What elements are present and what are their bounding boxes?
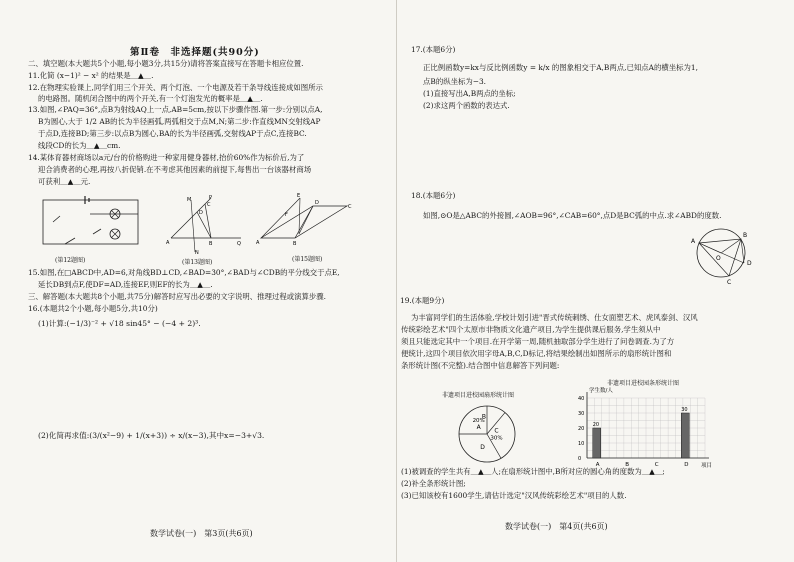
q18-line1: 如图,⊙O是△ABC的外接圆,∠AOB=96°,∠CAB=60°,点D是BC弧的中点.求∠ABD的度数. (423, 211, 722, 220)
q14-line3: 可获利＿▲＿元. (38, 177, 91, 186)
bar-D (681, 413, 689, 458)
q16-title: 16.(本题共2个小题,每小题5分,共10分) (28, 304, 158, 313)
q17-title: 17.(本题6分) (411, 45, 456, 54)
bar-y-tick: 0 (578, 456, 582, 462)
pie-slice-label-D: D (480, 444, 485, 452)
bar-chart (573, 386, 723, 468)
section2-title: 二、填空题(本大题共5个小题,每小题3分,共15分)请将答案直接写在答题卡相应位置. (28, 59, 304, 68)
q12-line2: 的电路图。随机闭合图中的两个开关,有一个灯泡发光的概率是＿▲＿. (38, 94, 263, 103)
q19-line4: 便统计,这四个项目依次用字母A,B,C,D标记,将结果绘制出如图所示的扇形统计图和 (401, 349, 672, 358)
q19-title: 19.(本题9分) (400, 296, 445, 305)
q18-label-A: A (691, 238, 696, 245)
fig15-label-E: E (297, 193, 301, 199)
q18-label-D: D (747, 260, 752, 267)
bar-x-tick-C: C (654, 462, 659, 468)
fig13-label-P: P (209, 195, 213, 201)
q17-line2: 点B的纵坐标为−3. (423, 77, 487, 86)
fig13-label-C: C (207, 202, 211, 208)
fig13-label-B: B (209, 241, 213, 247)
q19-line1: 为丰富同学们的生活体验,学校计划引进"晋式传统刺绣、仕女面塑艺术、虎风泰剑、汉风 (411, 313, 698, 322)
fig13-label-M: M (187, 197, 192, 203)
q14-line2: 迎合消费者的心理,再按八折促销.在不考虑其他因素的前提下,每售出一台该器材商场 (38, 165, 312, 174)
bar-y-tick: 40 (578, 396, 585, 402)
q17-line4: (2)求这两个函数的表达式. (423, 101, 510, 110)
q19-line2: 传统彩绘艺术"四个太原市非物质文化遗产项目,为学生提供课后服务,学生须从中 (401, 325, 661, 334)
q16-part1: (1)计算:(−1/3)⁻² + √18 sin45° − (−4 + 2)³. (38, 319, 201, 328)
q13-line4: 线段CD的长为＿▲＿cm. (38, 141, 121, 150)
pie-slice-label-C: C (494, 427, 499, 435)
q19-line3: 须且只能选定其中一个项目.在开学第一周,随机抽取部分学生进行了问卷调查.为了方 (401, 337, 675, 346)
fig15-label-F: F (285, 212, 288, 218)
q15-line1: 15.如图,在□ABCD中,AD=6,对角线BD⊥CD,∠BAD=30°,∠BAD与∠CDB的平分线交于点E, (28, 268, 340, 277)
fig15-label-A: A (256, 240, 260, 246)
q19-sub3: (3)已知该校有1600学生,请估计选定"汉风传统彩绘艺术"项目的人数. (401, 491, 627, 500)
bar-y-tick: 10 (578, 441, 585, 447)
circuit-figure (35, 192, 145, 252)
fig15-label-D: D (315, 200, 319, 206)
pie-slice-percent-A: 20% (472, 417, 485, 424)
fig15-caption: (第15题图) (292, 256, 323, 263)
section-header: 第Ⅱ卷 非选择题(共90分) (130, 47, 260, 58)
q11: 11.化简 (x−1)² − x² 的结果是＿▲＿. (28, 71, 154, 80)
pie-slice-percent-C: 30% (490, 435, 503, 442)
fig13-label-D: D (199, 210, 203, 216)
q12-line1: 12.在物理实验课上,同学们用三个开关、两个灯泡、一个电源及若干条导线连接成如图所示 (28, 83, 323, 92)
bar-value-A: 20 (592, 422, 600, 428)
page3-footer: 数学试卷(一) 第3页(共6页) (150, 529, 253, 538)
page4-footer: 数学试卷(一) 第4页(共6页) (505, 522, 608, 531)
q13-line1: 13.如图,∠PAQ=36°,点B为射线AQ上一点,AB=5cm,按以下步骤作图.第一步:分别以点A, (28, 105, 323, 114)
q18-title: 18.(本题6分) (411, 191, 456, 200)
bar-y-tick: 20 (578, 426, 585, 432)
q16-part2: (2)化简再求值:(3/(x²−9) + 1/(x+3)) ÷ x/(x−3),其中x=−3+√3. (38, 431, 265, 440)
fig13-label-N: N (195, 250, 199, 256)
q18-label-O: O (716, 255, 721, 262)
bar-A (593, 428, 601, 458)
bar-y-label: 学生数/人 (589, 388, 613, 394)
section3-title: 三、解答题(本大题共8个小题,共75分)解答时应写出必要的文字说明、推理过程或演算步骤. (28, 292, 327, 301)
circle-figure-q18 (685, 225, 757, 285)
q17-line3: (1)直接写出A,B两点的坐标; (423, 89, 516, 98)
q13-line2: B为圆心,大于 1/2 AB的长为半径画弧,两弧相交于点M,N;第二步:作直线MN交射线AP (38, 117, 321, 126)
fig13-label-A: A (166, 240, 170, 246)
q15-line2: 延长DB到点F,使DF=AD,连接EF,则EF的长为＿▲＿. (38, 280, 213, 289)
q19-sub1: (1)被调查的学生共有＿▲＿人;在扇形统计图中,B所对应的圆心角的度数为＿▲＿; (401, 467, 665, 476)
bar-x-label: 项目 (701, 463, 713, 469)
pie-slice-label-A: A (476, 423, 481, 431)
fig15-label-C: C (348, 204, 352, 210)
bar-chart-title: 非遗项目进校园条形统计图 (607, 380, 680, 387)
q19-line5: 条形统计图(不完整).结合图中信息解答下列问题: (401, 361, 560, 370)
q18-label-C: C (727, 279, 732, 286)
fig12-caption: (第12题图) (55, 257, 86, 264)
bar-x-tick-B: B (625, 462, 630, 468)
bar-value-D: 30 (681, 407, 688, 413)
pie-chart-title: 非遗项目进校园扇形统计图 (442, 392, 515, 399)
q13-line3: 于点D,连接BD;第三步:以点B为圆心,BA的长为半径画弧,交射线AP于点C,连接BC. (38, 129, 307, 138)
fig13-caption: (第13题图) (182, 259, 213, 266)
q18-label-B: B (743, 232, 748, 239)
bar-x-tick-A: A (595, 462, 600, 468)
bar-x-tick-D: D (684, 462, 689, 468)
page-4 (397, 0, 794, 562)
geometry-fig13 (165, 196, 245, 256)
fig13-label-Q: Q (237, 241, 241, 247)
geometry-fig15 (255, 194, 355, 254)
pie-slice-label-B: B (481, 413, 486, 421)
q19-sub2: (2)补全条形统计图; (401, 479, 466, 488)
q14-line1: 14.某体育器材商场以a元/台的价格购进一种家用健身器材,抬价60%作为标价后,为了 (28, 153, 305, 162)
bar-y-tick: 30 (578, 411, 585, 417)
q17-line1: 正比例函数y=kx与反比例函数y = k/x 的图象相交于A,B两点,已知点A的横坐标为1, (423, 63, 698, 72)
fig15-label-B: B (293, 241, 297, 247)
pie-chart (452, 402, 522, 466)
